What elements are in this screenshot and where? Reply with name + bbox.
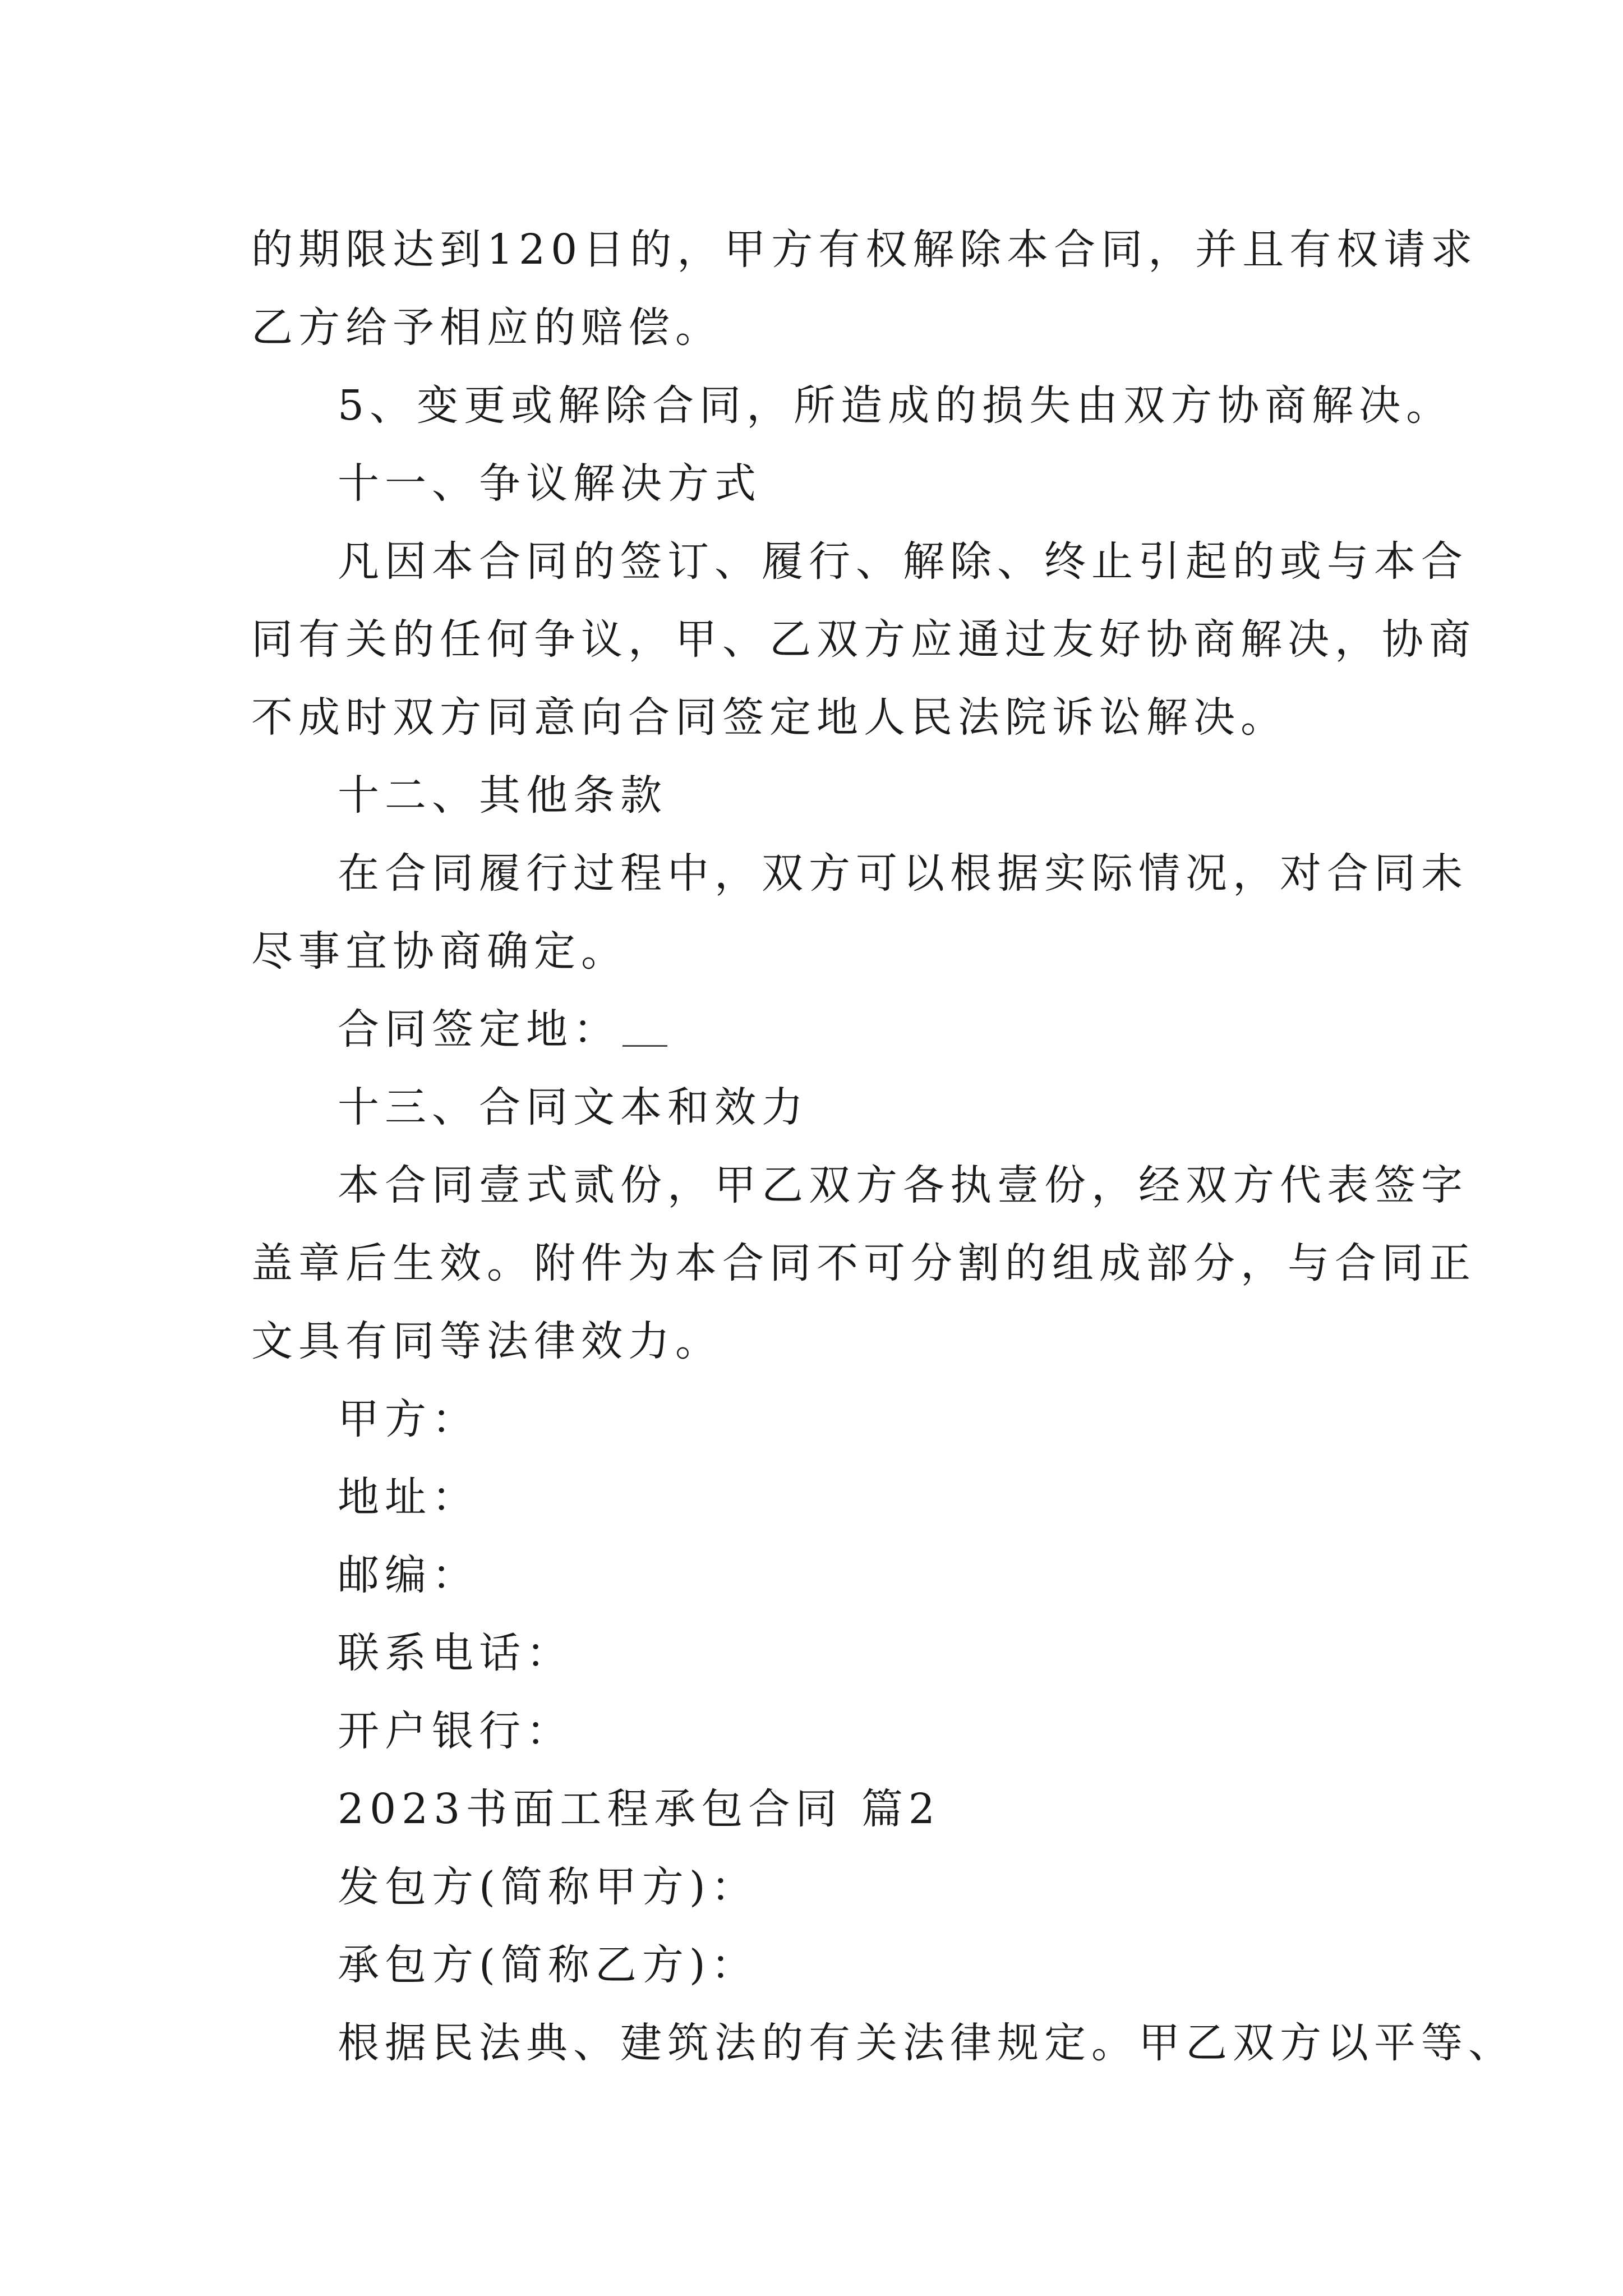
section-heading: 十一、争议解决方式 <box>338 459 762 508</box>
text-line: 5、变更或解除合同，所造成的损失由双方协商解决。 <box>338 381 1454 430</box>
text-line: 本合同壹式贰份，甲乙双方各执壹份，经双方代表签字 <box>338 1161 1468 1209</box>
document-body <box>251 211 1515 2082</box>
signing-place-field <box>251 991 1378 1069</box>
text-line: 同有关的任何争议，甲、乙双方应通过友好协商解决，协商 <box>251 615 1476 664</box>
address-label: 地址： <box>338 1473 479 1521</box>
employer-label: 发包方(简称甲方)： <box>338 1863 758 1911</box>
section-heading: 十三、合同文本和效力 <box>338 1083 809 1131</box>
postcode-label: 邮编： <box>338 1551 479 1599</box>
text-line: 文具有同等法律效力。 <box>251 1317 722 1365</box>
text-line: 在合同履行过程中，双方可以根据实际情况，对合同未 <box>338 849 1468 898</box>
phone-label: 联系电话： <box>338 1629 573 1677</box>
text-line: 尽事宜协商确定。 <box>251 927 628 976</box>
blank-underline <box>623 1011 667 1047</box>
contract-title: 2023书面工程承包合同 篇2 <box>338 1785 940 1833</box>
signing-place-label: 合同签定地： <box>338 1005 620 1053</box>
bank-label: 开户银行： <box>338 1707 573 1755</box>
contractor-label: 承包方(简称乙方)： <box>338 1941 758 1989</box>
party-a-label: 甲方： <box>338 1395 479 1443</box>
text-line: 根据民法典、建筑法的有关法律规定。甲乙双方以平等、 <box>338 2019 1515 2067</box>
text-line: 凡因本合同的签订、履行、解除、终止引起的或与本合 <box>338 537 1468 586</box>
text-line: 盖章后生效。附件为本合同不可分割的组成部分，与合同正 <box>251 1239 1476 1287</box>
section-heading: 十二、其他条款 <box>338 771 667 820</box>
text-line: 不成时双方同意向合同签定地人民法院诉讼解决。 <box>251 693 1288 742</box>
text-line: 的期限达到120日的，甲方有权解除本合同，并且有权请求 <box>251 226 1478 274</box>
text-line: 乙方给予相应的赔偿。 <box>251 303 722 352</box>
